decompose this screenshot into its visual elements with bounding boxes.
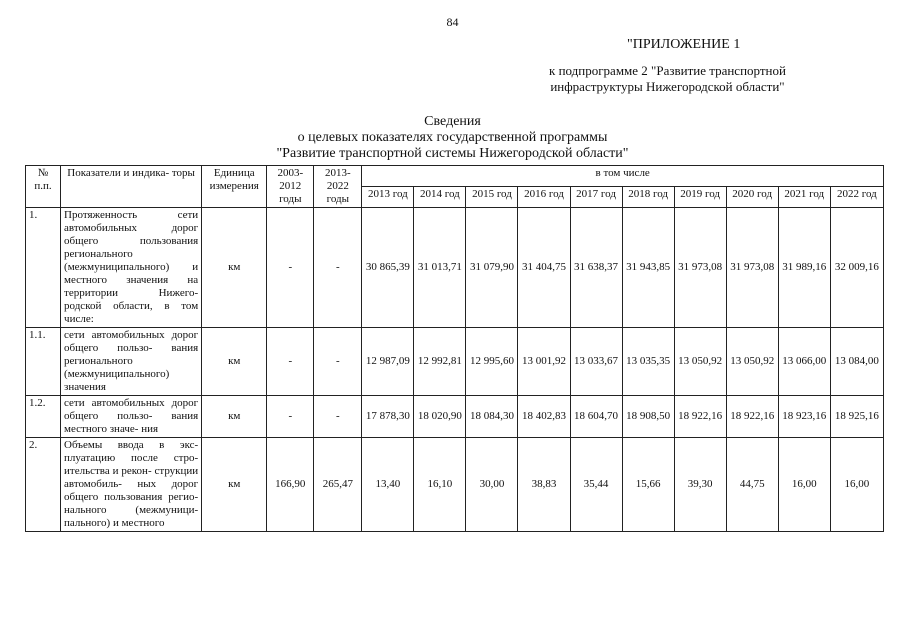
year-value: 13 050,92: [726, 328, 778, 396]
year-value: 18 923,16: [778, 396, 830, 438]
year-value: 16,00: [778, 438, 830, 532]
indicators-table: [25, 165, 884, 532]
document-heading: [0, 114, 905, 162]
year-value: 31 404,75: [518, 208, 570, 328]
table-row: [26, 396, 884, 438]
year-value: 39,30: [674, 438, 726, 532]
header-num: № п.п.: [26, 166, 61, 208]
year-value: 32 009,16: [830, 208, 883, 328]
table-row: [26, 328, 884, 396]
header-year: 2017 год: [570, 187, 622, 208]
header-period-2003-2012: 2003- 2012 годы: [267, 166, 314, 208]
appendix-line-1: к подпрограмме 2 "Развитие транспортной: [549, 63, 786, 78]
year-value: 18 922,16: [674, 396, 726, 438]
row-number: 1.2.: [26, 396, 61, 438]
period-2003-2012-value: -: [267, 208, 314, 328]
appendix-subtitle: [549, 63, 786, 95]
year-value: 13 035,35: [622, 328, 674, 396]
heading-line-1: Сведения: [424, 114, 481, 129]
period-2013-2022-value: 265,47: [314, 438, 362, 532]
year-value: 16,10: [414, 438, 466, 532]
unit-cell: км: [202, 208, 267, 328]
header-year: 2014 год: [414, 187, 466, 208]
header-period-2013-2022: 2013- 2022 годы: [314, 166, 362, 208]
row-number: 1.: [26, 208, 61, 328]
header-year: 2019 год: [674, 187, 726, 208]
year-value: 13 066,00: [778, 328, 830, 396]
page-number: 84: [446, 15, 459, 29]
year-value: 12 987,09: [362, 328, 414, 396]
year-value: 15,66: [622, 438, 674, 532]
year-value: 44,75: [726, 438, 778, 532]
period-2003-2012-value: 166,90: [267, 438, 314, 532]
row-number: 2.: [26, 438, 61, 532]
year-value: 12 992,81: [414, 328, 466, 396]
header-indicator: Показатели и индика- торы: [61, 166, 202, 208]
header-unit: Единица измерения: [202, 166, 267, 208]
heading-line-3: "Развитие транспортной системы Нижегородской области": [276, 146, 629, 161]
header-year: 2021 год: [778, 187, 830, 208]
indicator-name: сети автомобильных дорог общего пользо- вания местного значе- ния: [61, 396, 202, 438]
year-value: 31 079,90: [466, 208, 518, 328]
year-value: 12 995,60: [466, 328, 518, 396]
year-value: 17 878,30: [362, 396, 414, 438]
table-row: [26, 438, 884, 532]
year-value: 38,83: [518, 438, 570, 532]
row-number: 1.1.: [26, 328, 61, 396]
year-value: 18 020,90: [414, 396, 466, 438]
year-value: 18 908,50: [622, 396, 674, 438]
period-2013-2022-value: -: [314, 208, 362, 328]
year-value: 31 973,08: [726, 208, 778, 328]
header-year: 2015 год: [466, 187, 518, 208]
header-year: 2022 год: [830, 187, 883, 208]
year-value: 31 943,85: [622, 208, 674, 328]
header-year: 2013 год: [362, 187, 414, 208]
header-year: 2020 год: [726, 187, 778, 208]
period-2003-2012-value: -: [267, 328, 314, 396]
year-value: 13 001,92: [518, 328, 570, 396]
heading-line-2: о целевых показателях государственной программы: [297, 130, 608, 145]
appendix-title: "ПРИЛОЖЕНИЕ 1: [627, 37, 741, 52]
period-2003-2012-value: -: [267, 396, 314, 438]
year-value: 30,00: [466, 438, 518, 532]
indicator-name: Объемы ввода в экс- плуатацию после стро- ительства и рекон- струкции автомобиль- ных дорог общего пользования регио- нального (межмуници- пального) и местного: [61, 438, 202, 532]
indicator-name: сети автомобильных дорог общего пользо- вания регионального (межмуниципального) значения: [61, 328, 202, 396]
year-value: 13 033,67: [570, 328, 622, 396]
year-value: 31 989,16: [778, 208, 830, 328]
year-value: 16,00: [830, 438, 883, 532]
period-2013-2022-value: -: [314, 328, 362, 396]
year-value: 31 638,37: [570, 208, 622, 328]
year-value: 31 973,08: [674, 208, 726, 328]
year-value: 18 604,70: [570, 396, 622, 438]
header-year: 2018 год: [622, 187, 674, 208]
year-value: 18 922,16: [726, 396, 778, 438]
appendix-line-2: инфраструктуры Нижегородской области": [550, 79, 785, 94]
unit-cell: км: [202, 396, 267, 438]
year-value: 13 084,00: [830, 328, 883, 396]
year-value: 18 402,83: [518, 396, 570, 438]
year-value: 18 925,16: [830, 396, 883, 438]
year-value: 13,40: [362, 438, 414, 532]
year-value: 13 050,92: [674, 328, 726, 396]
header-year: 2016 год: [518, 187, 570, 208]
unit-cell: км: [202, 328, 267, 396]
table-row: [26, 208, 884, 328]
unit-cell: км: [202, 438, 267, 532]
year-value: 31 013,71: [414, 208, 466, 328]
period-2013-2022-value: -: [314, 396, 362, 438]
year-value: 18 084,30: [466, 396, 518, 438]
table-body: [26, 208, 884, 532]
header-including: в том числе: [362, 166, 884, 187]
year-value: 35,44: [570, 438, 622, 532]
indicator-name: Протяженность сети автомобильных дорог общего пользования регионального (межмуниципального) и местного значения на территории Нижего- родской области, в том числе:: [61, 208, 202, 328]
table-header-row: [26, 166, 884, 187]
year-value: 30 865,39: [362, 208, 414, 328]
